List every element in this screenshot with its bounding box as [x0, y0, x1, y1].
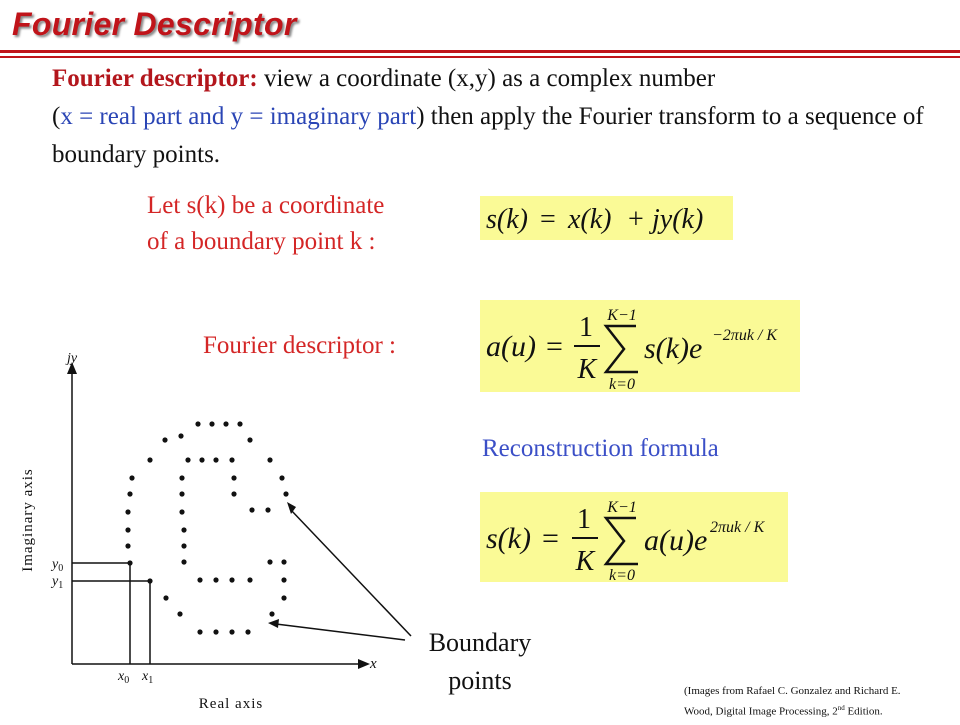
- sum-upper-limit: K−1: [607, 499, 637, 516]
- coordinate-label: [147, 188, 384, 260]
- formula-body: a(u)e: [644, 524, 708, 557]
- intro-paren-open: (: [52, 103, 61, 130]
- intro-paren-close: ): [416, 103, 425, 130]
- image-credit: [684, 683, 954, 721]
- coordinate-label-line2: of a boundary point k :: [147, 228, 376, 255]
- formula-equals: =: [546, 330, 563, 363]
- intro-term: Fourier descriptor:: [52, 65, 258, 92]
- formula-exponent: −2πuk / K: [712, 327, 778, 344]
- boundary-label-line2: points: [448, 666, 512, 695]
- sum-lower-limit: k=0: [609, 567, 635, 582]
- fraction-numerator: 1: [579, 312, 593, 343]
- summation-icon: [606, 326, 638, 372]
- y-axis-end-label: jy: [66, 351, 78, 366]
- reconstruction-formula: [480, 492, 788, 582]
- boundary-label-line1: Boundary: [428, 628, 532, 657]
- formula-term-jy: jy(k): [652, 204, 704, 235]
- pointer-line-lower: [276, 624, 405, 640]
- formula-equals: =: [542, 522, 559, 555]
- y1-label: $y_1$: [52, 574, 64, 591]
- definition-formula: [480, 196, 733, 240]
- x-axis-arrow-icon: [358, 659, 370, 669]
- formula-lhs: a(u): [486, 330, 536, 363]
- fraction-numerator: 1: [577, 504, 591, 535]
- x-axis-end-label: x: [370, 656, 377, 672]
- credit-line2: Wood, Digital Image Processing, 2nd Edition.: [684, 704, 883, 718]
- summation-icon: [606, 518, 638, 564]
- y-axis-title: Imaginary axis: [20, 468, 36, 572]
- pointer-arrow-upper-icon: [287, 502, 296, 514]
- pointer-line-upper: [290, 509, 411, 636]
- title-rule: [0, 50, 960, 53]
- formula-lhs: s(k): [486, 204, 528, 235]
- fraction-denominator: K: [577, 354, 597, 385]
- intro-text-2: then apply the Fourier transform to a sequence of boundary points.: [52, 103, 924, 168]
- x0-label: $x_0$: [118, 669, 130, 686]
- intro-blue-text: x = real part and y = imaginary part: [60, 103, 417, 130]
- formula-exponent: 2πuk / K: [710, 519, 765, 536]
- title-rule-secondary: [0, 56, 960, 58]
- pointer-arrow-lower-icon: [268, 619, 279, 628]
- credit-line1: (Images from Rafael C. Gonzalez and Richard E.: [684, 685, 901, 697]
- boundary-figure: [0, 330, 420, 720]
- formula-body: s(k)e: [644, 332, 703, 365]
- sum-upper-limit: K−1: [607, 307, 637, 324]
- sum-lower-limit: k=0: [609, 376, 635, 392]
- descriptor-formula: [480, 300, 800, 392]
- formula-equals: =: [540, 204, 556, 235]
- slide-title: Fourier Descriptor: [12, 6, 297, 42]
- coordinate-label-line1: Let s(k) be a coordinate: [147, 192, 385, 219]
- formula-lhs: s(k): [486, 522, 531, 555]
- boundary-points-label: [410, 624, 550, 700]
- x-axis-title: Real axis: [198, 696, 264, 712]
- fraction-denominator: K: [575, 546, 595, 577]
- formula-plus: +: [628, 204, 644, 235]
- fourier-descriptor-label: Fourier descriptor :: [203, 332, 397, 359]
- intro-paragraph: [52, 60, 932, 174]
- y0-label: $y_0$: [52, 557, 64, 574]
- x1-label: $x_1$: [142, 669, 154, 686]
- intro-text-1: view a coordinate (x,y) as a complex number: [257, 65, 716, 92]
- formula-term-x: x(k): [568, 204, 612, 235]
- reconstruction-label: Reconstruction formula: [482, 435, 719, 462]
